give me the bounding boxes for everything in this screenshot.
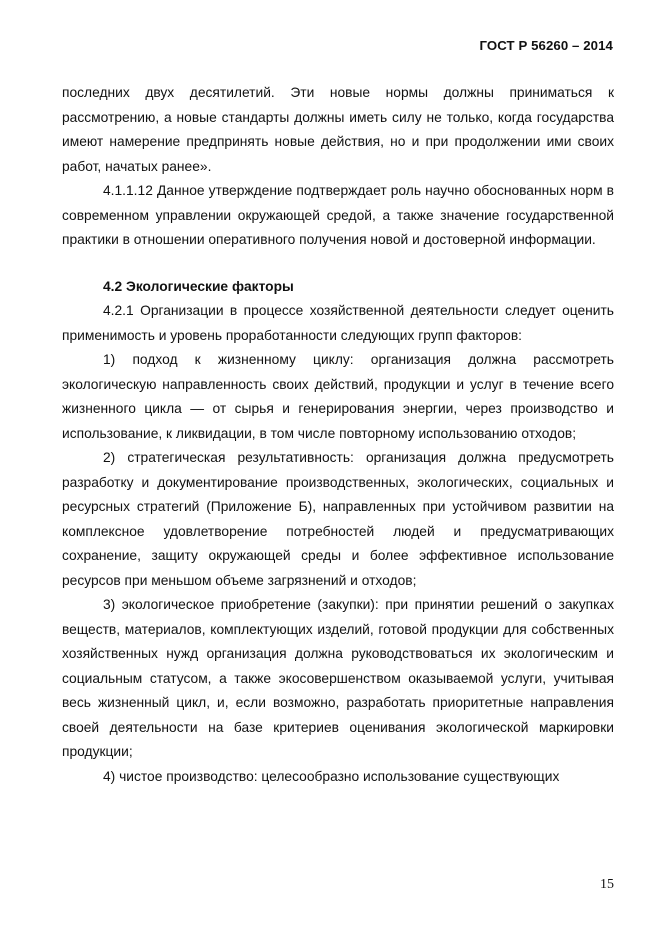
paragraph-4-1-1-12: 4.1.1.12 Данное утверждение подтверждает роль научно обоснованных норм в современном управлении окружающей средой, а также значение государственной практики в отношении оперативного получения новой и достоверной информации.	[62, 183, 614, 247]
page-content	[62, 81, 614, 789]
document-code: ГОСТ Р 56260 – 2014	[479, 38, 613, 53]
list-item-clean-production: 4) чистое производство: целесообразно использование существующих	[103, 768, 560, 784]
list-item-ecological-procurement: 3) экологическое приобретение (закупки): при принятии решений о закупках веществ, материалов, комплектующих изделий, готовой продукции для собственных хозяйственных нужд организация должна руководствоваться их экологическим и социальным статусом, а также экосовершенством оказываемой услуги, учитывая весь жизненный цикл, и, если возможно, разработать приоритетные направления своей деятельности на базе критериев оценивания экологической маркировки продукции;	[62, 597, 614, 759]
page-number: 15	[600, 877, 614, 892]
list-item-strategic-effectiveness: 2) стратегическая результативность: организация должна предусмотреть разработку и документирование производственных, экологических, социальных и ресурсных стратегий (Приложение Б), направленных при устойчивом развитии на комплексное удовлетворение потребностей людей и предусматривающих сохранение, защиту окружающей среды и более эффективное использование ресурсов при меньшом объеме загрязнений и отходов;	[62, 450, 614, 588]
paragraph-4-2-1: 4.2.1 Организации в процессе хозяйственной деятельности следует оценить применимость и уровень проработанности следующих групп факторов:	[62, 303, 614, 343]
section-heading: 4.2 Экологические факторы	[103, 278, 294, 294]
list-item-life-cycle: 1) подход к жизненному циклу: организация должна рассмотреть экологическую направленность своих действий, продукции и услуг в течение всего жизненного цикла — от сырья и генерирования энергии, через производство и использование, к ликвидации, в том числе повторному использованию отходов;	[62, 352, 614, 441]
continuation-paragraph: последних двух десятилетий. Эти новые нормы должны приниматься к рассмотрению, а новые стандарты должны иметь силу не только, когда государства имеют намерение предпринять новые действия, но и при продолжении ими своих работ, начатых ранее».	[62, 85, 614, 174]
